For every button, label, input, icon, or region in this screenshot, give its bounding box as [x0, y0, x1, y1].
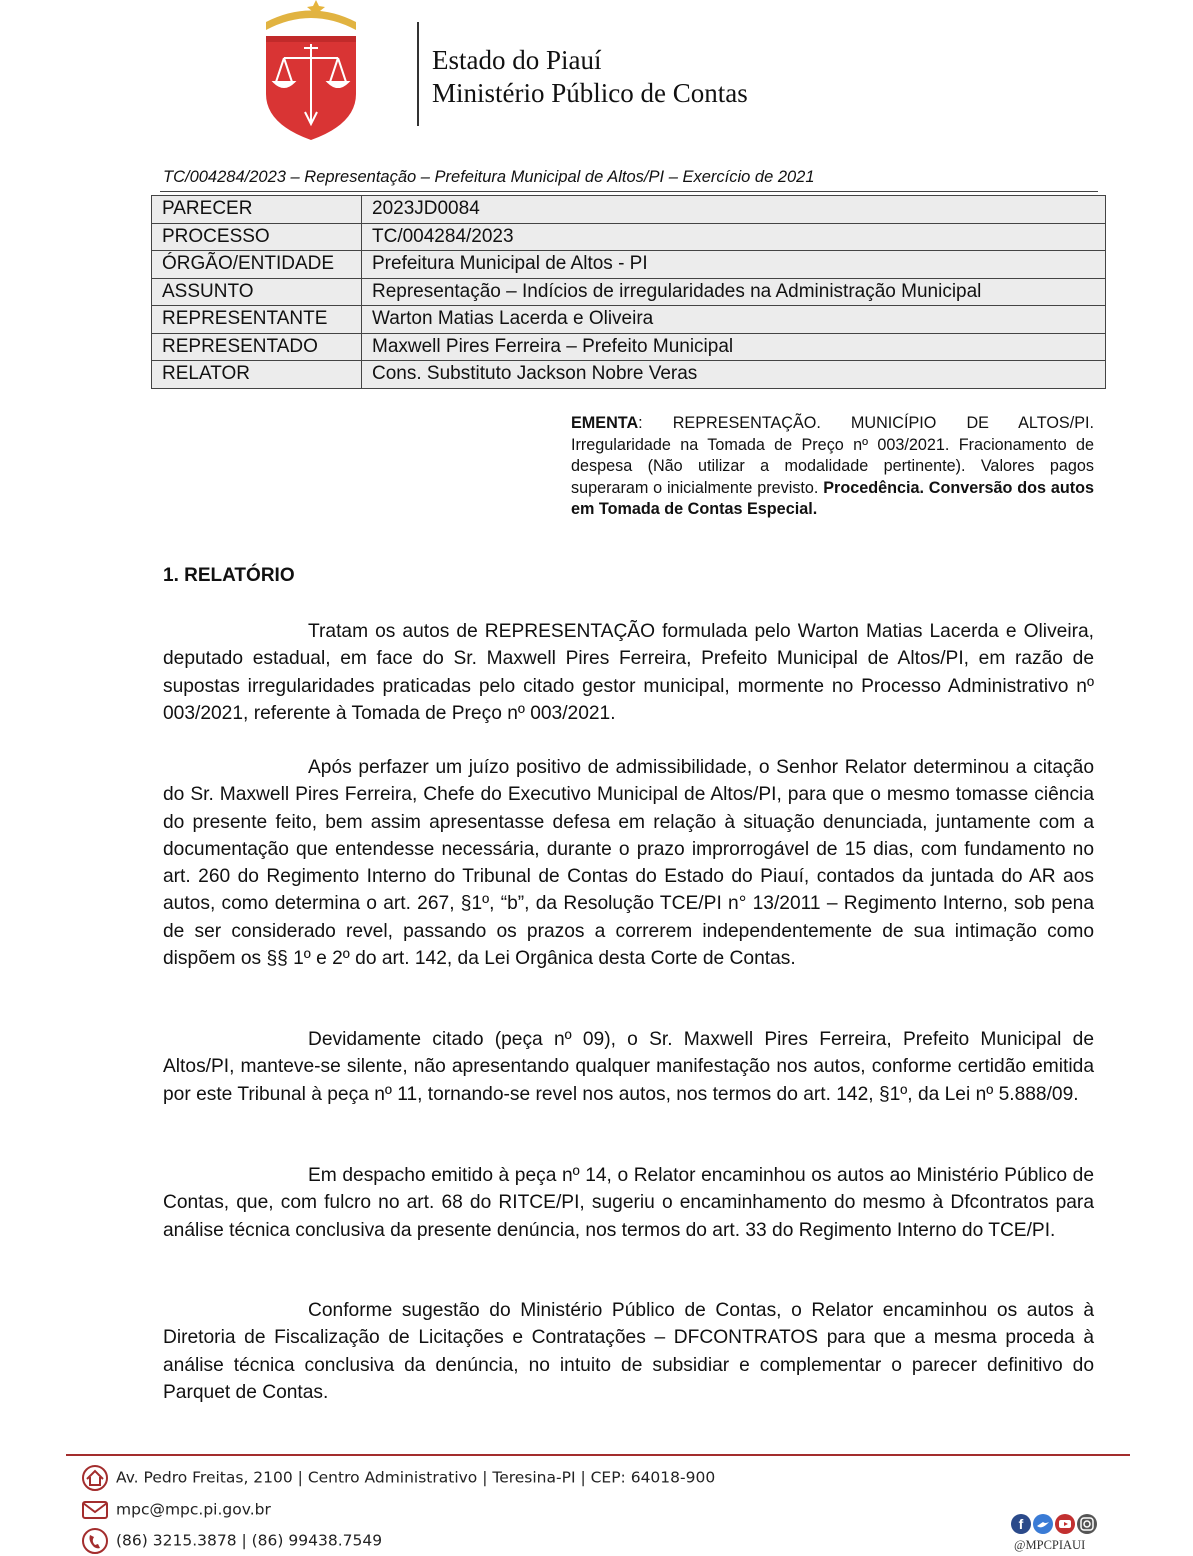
section-title: 1. RELATÓRIO [163, 565, 295, 586]
info-value: Maxwell Pires Ferreira – Prefeito Municipal [362, 333, 1106, 361]
info-value: Warton Matias Lacerda e Oliveira [362, 306, 1106, 334]
info-value: Representação – Indícios de irregularidades na Administração Municipal [362, 278, 1106, 306]
process-info-table [151, 195, 1106, 389]
info-value: Prefeitura Municipal de Altos - PI [362, 251, 1106, 279]
institution-name: Ministério Público de Contas [432, 78, 748, 108]
twitter-icon[interactable] [1033, 1514, 1053, 1534]
ementa [571, 413, 1094, 521]
ementa-label: EMENTA [571, 414, 639, 432]
paragraph-1: Tratam os autos de REPRESENTAÇÃO formulada pelo Warton Matias Lacerda e Oliveira, deputado estadual, em face do Sr. Maxwell Pires Ferreira, Prefeito Municipal de Altos/PI, em razão de supostas irregularidades praticadas pelo citado gestor municipal, mormente no Processo Administrativo nº 003/2021, referente à Tomada de Preço nº 003/2021. [163, 621, 1094, 724]
info-row [152, 361, 1106, 389]
process-rule [160, 191, 1098, 192]
social-handle: @MPCPIAUI [1014, 1538, 1086, 1552]
header-title [432, 44, 748, 110]
info-row [152, 306, 1106, 334]
info-value: TC/004284/2023 [362, 223, 1106, 251]
info-key: REPRESENTADO [152, 333, 362, 361]
footer-email [80, 1497, 271, 1523]
paragraph-4: Em despacho emitido à peça nº 14, o Relator encaminhou os autos ao Ministério Público de Contas, que, com fulcro no art. 68 do RITCE/PI, sugeriu o encaminhamento do mesmo à Dfcontratos para análise técnica conclusiva da presente denúncia, nos termos do art. 33 do Regimento Interno do TCE/PI. [163, 1165, 1094, 1241]
info-key: PROCESSO [152, 223, 362, 251]
state-name: Estado do Piauí [432, 45, 602, 75]
process-reference: TC/004284/2023 – Representação – Prefeitura Municipal de Altos/PI – Exercício de 2021 [163, 168, 815, 186]
info-key: ÓRGÃO/ENTIDADE [152, 251, 362, 279]
instagram-icon[interactable] [1077, 1514, 1097, 1534]
info-row [152, 223, 1106, 251]
footer-rule [66, 1454, 1130, 1456]
info-key: PARECER [152, 196, 362, 224]
info-row [152, 333, 1106, 361]
phone-icon [80, 1528, 110, 1554]
youtube-icon[interactable] [1055, 1514, 1075, 1534]
ministry-emblem [258, 0, 364, 142]
ementa-text: : REPRESENTAÇÃO. MUNICÍPIO DE ALTOS/PI. Irregularidade na Tomada de Preço nº 003/2021. Fracionamento de despesa (Não utilizar a modalidade pertinente). Valores pagos superaram o inicialmente previsto. [571, 414, 1094, 497]
footer-address [80, 1465, 715, 1491]
home-icon [80, 1465, 110, 1491]
info-value: 2023JD0084 [362, 196, 1106, 224]
svg-text:f: f [1018, 1516, 1024, 1532]
info-row [152, 251, 1106, 279]
header-divider [417, 22, 419, 126]
info-row [152, 196, 1106, 224]
info-key: RELATOR [152, 361, 362, 389]
info-row [152, 278, 1106, 306]
email-text[interactable]: mpc@mpc.pi.gov.br [116, 1500, 271, 1519]
paragraph-3: Devidamente citado (peça nº 09), o Sr. Maxwell Pires Ferreira, Prefeito Municipal de Altos/PI, manteve-se silente, não apresentando qualquer manifestação nos autos, conforme certidão emitida por este Tribunal à peça nº 11, tornando-se revel nos autos, nos termos do art. 142, §1º, da Lei nº 5.888/09. [163, 1029, 1094, 1105]
paragraph-2: Após perfazer um juízo positivo de admissibilidade, o Senhor Relator determinou a citação do Sr. Maxwell Pires Ferreira, Chefe do Executivo Municipal de Altos/PI, para que o mesmo tomasse ciência do presente feito, bem assim apresentasse defesa em relação à situação denunciada, juntamente com a documentação que entendesse necessária, durante o prazo improrrogável de 15 dias, com fundamento no art. 260 do Regimento Interno do Tribunal de Contas do Estado do Piauí, contados da juntada do AR aos autos, como determina o art. 267, §1º, “b”, da Resolução TCE/PI n° 13/2011 – Regimento Interno, sob pena de ser considerado revel, passando os prazos a correrem independentemente de sua intimação como dispõem os §§ 1º e 2º do art. 142, da Lei Orgânica desta Corte de Contas. [163, 757, 1094, 970]
info-key: ASSUNTO [152, 278, 362, 306]
social-icons [1009, 1512, 1101, 1536]
ementa-conclusion: Procedência. Conversão dos autos em Tomada de Contas Especial. [571, 478, 1094, 518]
email-icon [80, 1497, 110, 1523]
footer-phones [80, 1528, 382, 1554]
info-key: REPRESENTANTE [152, 306, 362, 334]
address-text: Av. Pedro Freitas, 2100 | Centro Administrativo | Teresina-PI | CEP: 64018-900 [116, 1468, 716, 1487]
info-value: Cons. Substituto Jackson Nobre Veras [362, 361, 1106, 389]
paragraph-5: Conforme sugestão do Ministério Público de Contas, o Relator encaminhou os autos à Diretoria de Fiscalização de Licitações e Contratações – DFCONTRATOS para que a mesma proceda à análise técnica conclusiva da denúncia, no intuito de subsidiar e complementar o parecer definitivo do Parquet de Contas. [163, 1300, 1094, 1403]
phones-text: (86) 3215.3878 | (86) 99438.7549 [116, 1531, 383, 1550]
facebook-icon[interactable] [1011, 1514, 1031, 1534]
